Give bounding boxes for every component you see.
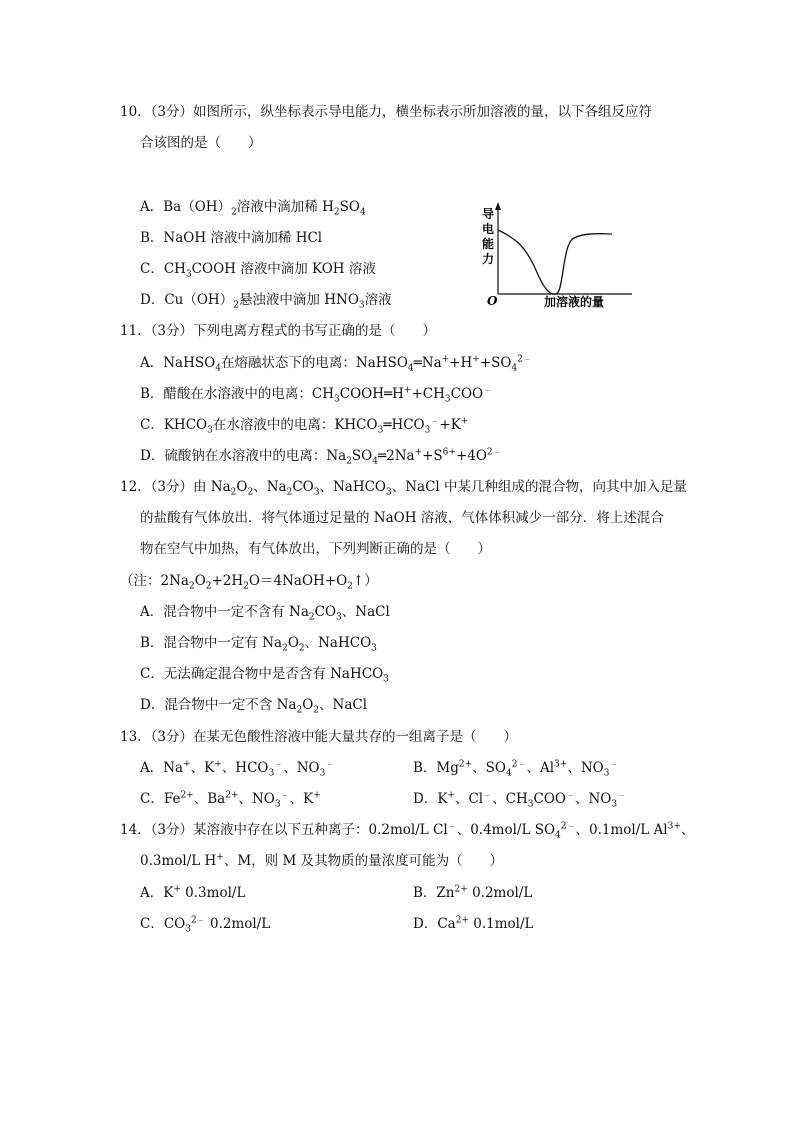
y-label-char-3: 能 bbox=[482, 237, 495, 251]
conductivity-curve bbox=[498, 230, 612, 294]
y-axis-arrow bbox=[495, 202, 501, 210]
q14-option-c: C．$CO_3^{2﹣}$ 0.2mol/L bbox=[140, 915, 271, 935]
x-axis-label: 加溶液的量 bbox=[544, 295, 605, 309]
q11-stem: 11．（3分）下列电离方程式的书写正确的是（ ） bbox=[120, 323, 437, 339]
y-label-char-2: 电 bbox=[482, 222, 495, 236]
q11-option-b: B．醋酸在水溶液中的电离：$CH_3COOH═H^++CH_3COO^﹣$ bbox=[140, 385, 493, 405]
q14-option-a: A．K+ 0.3mol/L bbox=[140, 884, 246, 901]
q12-option-a: A．混合物中一定不含有 $Na_2CO_3$、NaCl bbox=[140, 604, 390, 623]
q10-stem-line2: 合该图的是（ ） bbox=[140, 135, 262, 151]
q11-option-c: C．$KHCO_3$在水溶液中的电离：$KHCO_3═HCO_3^﹣+K^+$ bbox=[140, 416, 469, 436]
q10-option-d: D．$Cu(OH)_2$悬浊液中滴加 $HNO_3$溶液 bbox=[140, 292, 392, 311]
q13-option-b: B．$Mg^{2+}$、$SO_4^{2﹣}$、$Al^{3+}$、$NO_3^﹣$ bbox=[413, 759, 619, 779]
q12-stem-line3: 物在空气中加热，有气体放出，下列判断正确的是（ ） bbox=[140, 541, 491, 557]
q12-stem-line2: 的盐酸有气体放出．将气体通过足量的 NaOH 溶液，气体体积减少一部分．将上述混合 bbox=[140, 510, 664, 526]
conductivity-graph bbox=[470, 196, 640, 316]
q12-option-d: D．混合物中一定不含 $Na_2O_2$、NaCl bbox=[140, 697, 368, 716]
q12-stem-line1: 12．（3分）由 $Na_2O_2$、$Na_2CO_3$、NaHCO$_3$、NaCl 中某几种组成的混合物，向其中加入足量 bbox=[120, 479, 688, 498]
q13-option-c: C．$Fe^{2+}$、$Ba^{2+}$、$NO_3^﹣$、K+ bbox=[140, 790, 321, 810]
q14-stem-line1: 14．（3分）某溶液中存在以下五种离子：0.2mol/L Cl﹣、0.4mol/L $SO_4^{2﹣}$、0.1mol/L $Al^{3+}$、 bbox=[120, 821, 695, 841]
q12-option-b: B．混合物中一定有 $Na_2O_2$、NaHCO$_3$ bbox=[140, 635, 377, 654]
q13-option-d: D．K+、Cl﹣、$CH_3COO^﹣$、$NO_3^﹣$ bbox=[413, 790, 627, 810]
q12-option-c: C．无法确定混合物中是否含有 NaHCO$_3$ bbox=[140, 666, 389, 685]
q10-option-a: A．$Ba(OH)_2$溶液中滴加稀 $H_2SO_4$ bbox=[140, 199, 366, 218]
q13-stem: 13．（3分）在某无色酸性溶液中能大量共存的一组离子是（ ） bbox=[120, 729, 518, 745]
q11-option-d: D．硫酸钠在水溶液中的电离：$Na_2SO_4═2Na^++S^{6+}+4O^{2﹣}$ bbox=[140, 447, 502, 467]
y-label-char-4: 力 bbox=[482, 252, 495, 266]
q11-option-a: A．NaHSO$_4$在熔融状态下的电离：$NaHSO_4═Na^++H^++SO_4^{2﹣}$ bbox=[140, 354, 532, 374]
q12-note: （注：$2Na_2O_2+2H_2O=4NaOH+O_2↑$） bbox=[120, 573, 378, 592]
q14-option-b: B．$Zn^{2+}$ 0.2mol/L bbox=[413, 884, 533, 901]
q14-option-d: D．$Ca^{2+}$ 0.1mol/L bbox=[413, 915, 534, 932]
q10-option-c: C．$CH_3COOH$ 溶液中滴加 KOH 溶液 bbox=[140, 261, 376, 280]
q13-option-a: A．Na+、K+、$HCO_3^﹣$、$NO_3^﹣$ bbox=[140, 759, 335, 779]
y-label-char-1: 导 bbox=[482, 207, 495, 221]
q10-option-b: B．NaOH 溶液中滴加稀 HCl bbox=[140, 230, 323, 246]
q10-stem-line1: 10．（3分）如图所示，纵坐标表示导电能力，横坐标表示所加溶液的量，以下各组反应符 bbox=[120, 104, 653, 120]
q14-stem-line2: 0.3mol/L H+、M，则 M 及其物质的量浓度可能为（ ） bbox=[140, 852, 504, 869]
origin-label: O bbox=[487, 294, 498, 308]
